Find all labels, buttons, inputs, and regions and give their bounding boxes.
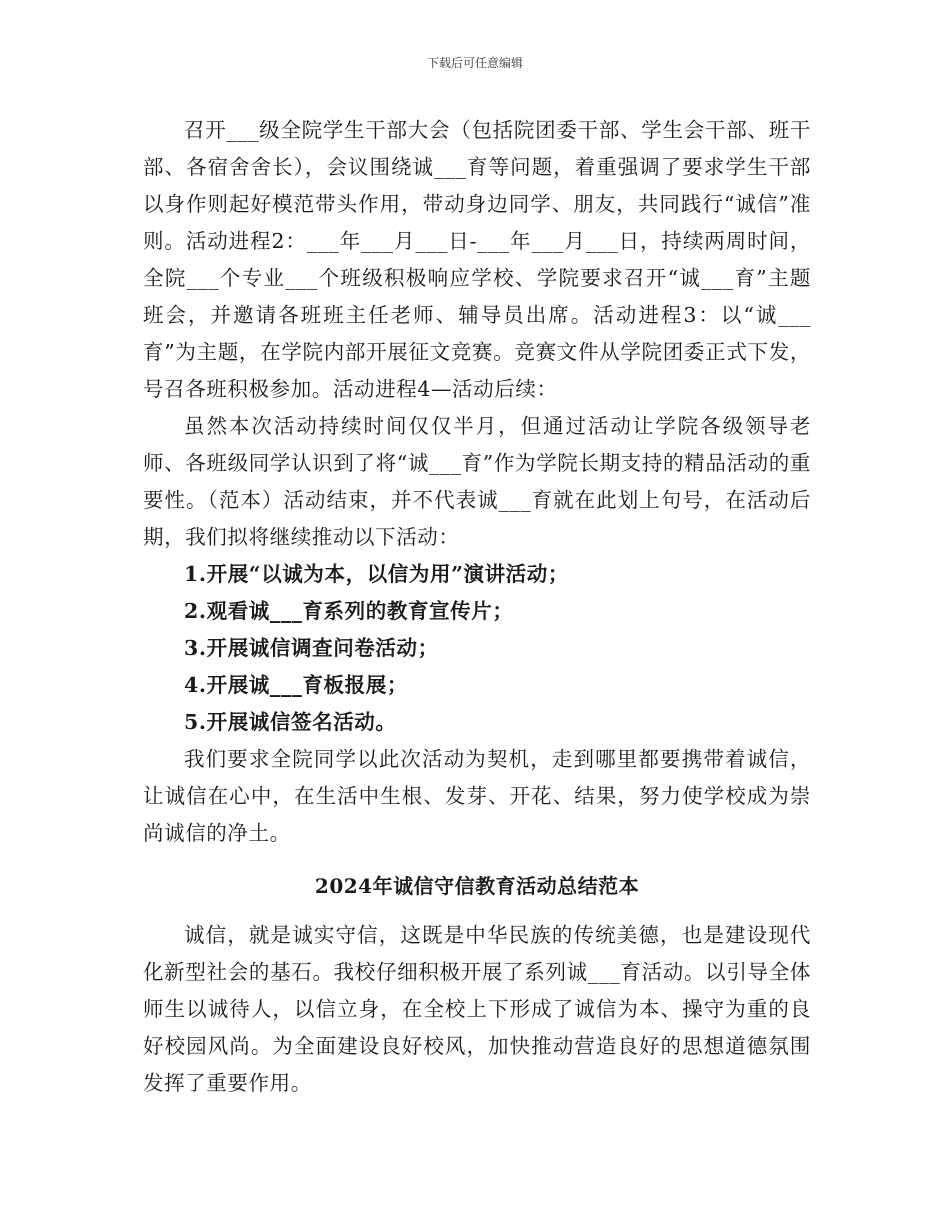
list-item: 4.开展诚___育板报展； [184, 673, 408, 697]
section-paragraph-intro: 诚信，就是诚实守信，这既是中华民族的传统美德，也是建设现代化新型社会的基石。我校仔细积极开展了系列诚___育活动。以引导全体师生以诚待人，以信立身，在全校上下形成了诚信为本、操守为重的良好校园风尚。为全面建设良好校风，加快推动营造良好的思想道德氛围发挥了重要作用。 [143, 923, 811, 1095]
section-title: 2024年诚信守信教育活动总结范本 [314, 874, 640, 898]
list-item: 1.开展“以诚为本，以信为用”演讲活动； [184, 562, 569, 586]
list-item: 5.开展诚信签名活动。 [184, 710, 397, 734]
list-item: 2.观看诚___育系列的教育宣传片； [184, 599, 514, 623]
follow-up-activity-list [143, 556, 811, 741]
body-paragraph-activity-progress: 召开___级全院学生干部大会（包括院团委干部、学生会干部、班干部、各宿舍舍长），会议围绕诚___育等问题，着重强调了要求学生干部以身作则起好模范带头作用，带动身边同学、朋友，共同践行“诚信”准则。活动进程2：___年___月___日-___年___月___日，持续两周时间，全院___个专业___个班级积极响应学校、学院要求召开“诚___育”主题班会，并邀请各班班主任老师、辅导员出席。活动进程3：以“诚___育”为主题，在学院内部开展征文竞赛。竞赛文件从学院团委正式下发，号召各班积极参加。活动进程4—活动后续： [143, 118, 811, 401]
document-body [143, 112, 811, 1102]
body-paragraph-closing: 我们要求全院同学以此次活动为契机，走到哪里都要携带着诚信，让诚信在心中，在生活中生根、发芽、开花、结果，努力使学校成为崇尚诚信的净土。 [143, 747, 811, 845]
body-paragraph-activity-summary: 虽然本次活动持续时间仅仅半月，但通过活动让学院各级领导老师、各班级同学认识到了将“诚___育”作为学院长期支持的精品活动的重要性。（范本）活动结束，并不代表诚___育就在此划上句号，在活动后期，我们拟将继续推动以下活动： [143, 414, 811, 549]
page-header-note: 下载后可任意编辑 [426, 56, 523, 70]
list-item: 3.开展诚信调查问卷活动； [184, 636, 439, 660]
